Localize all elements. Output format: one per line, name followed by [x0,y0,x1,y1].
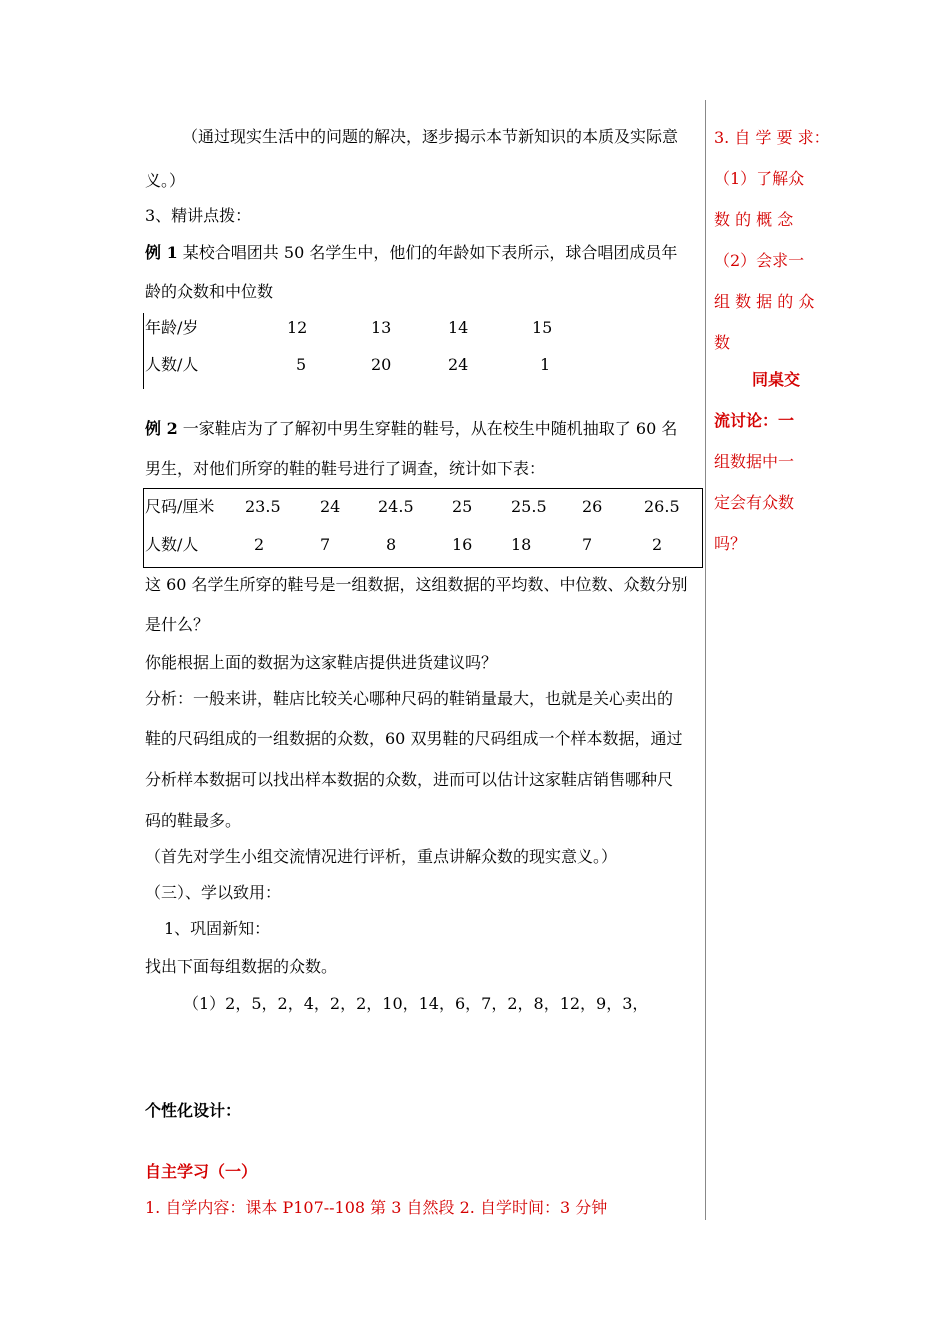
analysis-line-4: 码的鞋最多。 [145,811,242,830]
example-1-label: 例 1 [145,243,178,262]
exercise-instruction: 找出下面每组数据的众数。 [145,957,338,976]
table1-cell: 12 [287,318,308,337]
example-1-text-cont: 龄的众数和中位数 [145,282,274,301]
question-1-end: 是什么？ [145,615,210,634]
example-2-label: 例 2 [145,419,178,438]
table2-cell: 24 [320,497,341,516]
intro-paragraph: （通过现实生活中的问题的解决，逐步揭示本节新知识的本质及实际意 [182,127,679,146]
side-note-discuss: 流讨论：一 [714,411,795,430]
example-1 [145,243,677,263]
side-note-line: 组 数 据 的 众 [714,292,815,311]
shoe-size-table-border [143,488,703,568]
section-heading: 3、精讲点拨： [145,206,252,225]
table2-cell: 2 [254,535,265,554]
side-note-line: 组数据中一 [714,452,795,471]
table2-cell: 7 [582,535,593,554]
example-1-text: 某校合唱团共 50 名学生中，他们的年龄如下表所示，球合唱团成员年 [177,243,678,262]
intro-paragraph-end: 义。） [145,171,186,190]
table2-cell: 8 [386,535,397,554]
question-1: 这 60 名学生所穿的鞋号是一组数据，这组数据的平均数、中位数、众数分别 [145,575,688,594]
table2-cell: 24.5 [378,497,414,516]
side-note-line: 同桌交 [752,370,801,389]
self-study-heading: 自主学习（一） [145,1162,258,1181]
section-3-heading: （三）、学以致用： [145,883,282,902]
self-study-details: 1. 自学内容：课本 P107--108 第 3 自然段 2. 自学时间：3 分钟 [145,1198,608,1217]
table2-cell: 7 [320,535,331,554]
analysis-line-3: 分析样本数据可以找出样本数据的众数，进而可以估计这家鞋店销售哪种尺 [145,770,674,789]
table1-cell: 14 [448,318,469,337]
table2-cell: 25 [452,497,473,516]
table1-left-border [143,313,144,389]
side-note-line: 数 的 概 念 [714,210,794,229]
side-note-line: （2）会求一 [714,251,805,270]
question-2: 你能根据上面的数据为这家鞋店提供进货建议吗？ [145,653,498,672]
table1-row1-header: 年龄/岁 [145,318,199,337]
side-note-line: 3. 自 学 要 求： [714,128,830,147]
table1-cell: 1 [540,355,551,374]
table2-cell: 23.5 [245,497,281,516]
analysis-line-1: 分析：一般来讲，鞋店比较关心哪种尺码的鞋销量最大，也就是关心卖出的 [145,689,674,708]
side-note-line [714,411,794,431]
analysis-line-2: 鞋的尺码组成的一组数据的众数，60 双男鞋的尺码组成一个样本数据，通过 [145,729,683,748]
table2-cell: 26.5 [644,497,680,516]
table2-cell: 18 [511,535,532,554]
table1-cell: 24 [448,355,469,374]
table1-cell: 20 [371,355,392,374]
teaching-note: （首先对学生小组交流情况进行评析，重点讲解众数的现实意义。） [145,847,618,866]
table2-cell: 2 [652,535,663,554]
table2-cell: 25.5 [511,497,547,516]
table2-cell: 26 [582,497,603,516]
consolidation-heading: 1、巩固新知： [164,919,271,938]
table1-cell: 15 [532,318,553,337]
side-note-line: 数 [714,333,731,352]
example-2-text: 一家鞋店为了了解初中男生穿鞋的鞋号，从在校生中随机抽取了 60 名 [177,419,678,438]
table1-cell: 13 [371,318,392,337]
exercise-data-1: （1）2，5，2，4，2，2，10，14，6，7，2，8，12，9，3， [183,994,649,1013]
table1-cell: 5 [296,355,307,374]
example-2-text-cont: 男生，对他们所穿的鞋的鞋号进行了调查，统计如下表： [145,459,546,478]
table2-row1-header: 尺码/厘米 [145,497,215,516]
side-note-line: （1）了解众 [714,169,805,188]
side-note-line: 定会有众数 [714,493,795,512]
table1-row2-header: 人数/人 [145,355,199,374]
side-note-line: 吗？ [714,534,747,553]
table2-row2-header: 人数/人 [145,535,199,554]
table2-cell: 16 [452,535,473,554]
example-2 [145,419,677,439]
column-divider [705,100,706,1220]
personalized-design-heading: 个性化设计： [145,1101,242,1120]
